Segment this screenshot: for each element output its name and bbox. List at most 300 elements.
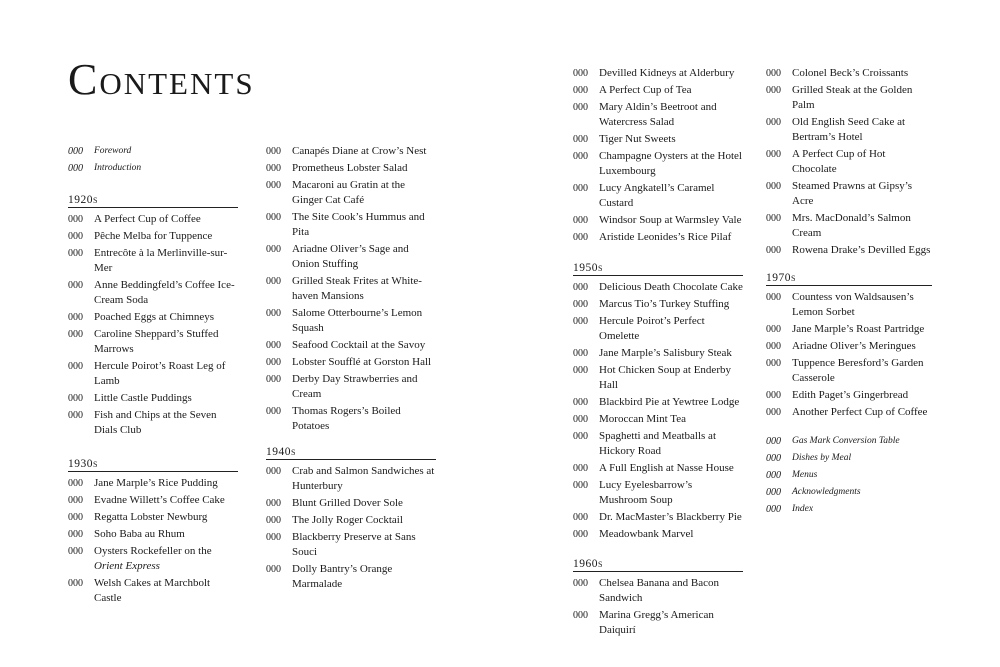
entry-title-text: Mary Aldin’s Beetroot and Watercress Salad bbox=[599, 101, 717, 128]
entry-title-text: Entrecôte à la Merlinville-sur-Mer bbox=[94, 247, 228, 274]
entry-title bbox=[599, 181, 743, 211]
section-heading-1950s: 1950s bbox=[573, 262, 743, 276]
entry-title-text: Ariadne Oliver’s Meringues bbox=[792, 340, 916, 352]
entry-title-text: Devilled Kidneys at Alderbury bbox=[599, 67, 735, 79]
entry-title bbox=[94, 212, 238, 227]
entry-title-text: Seafood Cocktail at the Savoy bbox=[292, 339, 426, 351]
page-number: 000 bbox=[573, 134, 588, 145]
page-number: 000 bbox=[68, 248, 83, 259]
toc-entry bbox=[573, 66, 743, 81]
entry-title bbox=[94, 359, 238, 389]
page-number: 000 bbox=[766, 85, 781, 96]
entry-title bbox=[94, 246, 238, 276]
toc-entry bbox=[68, 359, 238, 389]
entry-title bbox=[292, 274, 436, 304]
page-number: 000 bbox=[766, 390, 781, 401]
page-number: 000 bbox=[766, 407, 781, 418]
page-number: 000 bbox=[766, 504, 781, 515]
toc-entry bbox=[68, 229, 238, 244]
toc-entry bbox=[766, 405, 932, 420]
entry-title-text: Ariadne Oliver’s Sage and Onion Stuffing bbox=[292, 243, 409, 270]
toc-entry bbox=[766, 243, 932, 258]
entry-title bbox=[292, 306, 436, 336]
entry-title bbox=[599, 363, 743, 393]
entry-title-text: Derby Day Strawberries and Cream bbox=[292, 373, 418, 400]
page-number: 000 bbox=[766, 292, 781, 303]
entry-title-text: Evadne Willett’s Coffee Cake bbox=[94, 494, 225, 506]
page-number: 000 bbox=[68, 478, 83, 489]
entry-title bbox=[792, 322, 932, 337]
entry-title bbox=[792, 468, 932, 483]
entry-title bbox=[94, 544, 238, 574]
page-number: 000 bbox=[573, 348, 588, 359]
entry-title-text: Anne Beddingfeld’s Coffee Ice-Cream Soda bbox=[94, 279, 235, 306]
entry-title-text: Hot Chicken Soup at Enderby Hall bbox=[599, 364, 731, 391]
section-list-1940s bbox=[266, 464, 436, 592]
page-title: Contents bbox=[68, 55, 255, 104]
page-number: 000 bbox=[266, 276, 281, 287]
entry-title-text: Blunt Grilled Dover Sole bbox=[292, 497, 403, 509]
section-heading-1930s: 1930s bbox=[68, 458, 238, 472]
toc-entry bbox=[68, 510, 238, 525]
entry-title bbox=[599, 230, 743, 245]
toc-entry bbox=[766, 147, 932, 177]
entry-title-text: Dr. MacMaster’s Blackberry Pie bbox=[599, 511, 742, 523]
entry-title-text: Welsh Cakes at Marchbolt Castle bbox=[94, 577, 211, 604]
entry-title bbox=[599, 83, 743, 98]
page-number: 000 bbox=[68, 393, 83, 404]
entry-title-text: Thomas Rogers’s Boiled Potatoes bbox=[292, 405, 401, 432]
toc-entry bbox=[68, 246, 238, 276]
toc-entry bbox=[766, 502, 932, 517]
section-list-1940s-continued bbox=[573, 66, 743, 245]
entry-title-text: Jane Marple’s Rice Pudding bbox=[94, 477, 218, 489]
entry-title bbox=[599, 346, 743, 361]
toc-entry bbox=[573, 429, 743, 459]
page-number: 000 bbox=[766, 324, 781, 335]
entry-title bbox=[599, 280, 743, 295]
section-heading-1920s: 1920s bbox=[68, 194, 238, 208]
page-number: 000 bbox=[266, 244, 281, 255]
entry-title bbox=[792, 147, 932, 177]
page-number: 000 bbox=[766, 453, 781, 464]
entry-title-text: Caroline Sheppard’s Stuffed Marrows bbox=[94, 328, 219, 355]
entry-title bbox=[94, 278, 238, 308]
page-number: 000 bbox=[573, 365, 588, 376]
entry-title bbox=[599, 314, 743, 344]
entry-title bbox=[94, 408, 238, 438]
page-number: 000 bbox=[68, 312, 83, 323]
page-number: 000 bbox=[68, 410, 83, 421]
page-number: 000 bbox=[573, 529, 588, 540]
toc-entry bbox=[573, 280, 743, 295]
page-number: 000 bbox=[266, 180, 281, 191]
toc-entry bbox=[573, 412, 743, 427]
entry-title-text: Menus bbox=[792, 470, 818, 480]
entry-title-text: Index bbox=[792, 504, 814, 514]
page-number: 000 bbox=[766, 68, 781, 79]
toc-entry bbox=[266, 355, 436, 370]
toc-entry bbox=[68, 391, 238, 406]
section-list-1930s bbox=[68, 476, 238, 606]
entry-title bbox=[792, 434, 932, 449]
entry-title bbox=[94, 510, 238, 525]
entry-title-text: Marina Gregg’s American Daiquirí bbox=[599, 609, 714, 636]
entry-title-text: Hercule Poirot’s Roast Leg of Lamb bbox=[94, 360, 226, 387]
page-number: 000 bbox=[68, 546, 83, 557]
toc-entry bbox=[266, 496, 436, 511]
toc-entry bbox=[766, 290, 932, 320]
entry-title bbox=[792, 290, 932, 320]
page-number: 000 bbox=[266, 163, 281, 174]
entry-title bbox=[94, 161, 238, 176]
toc-entry bbox=[68, 544, 238, 574]
entry-title bbox=[599, 576, 743, 606]
entry-title bbox=[292, 161, 436, 176]
toc-entry bbox=[573, 149, 743, 179]
entry-title bbox=[792, 502, 932, 517]
toc-entry bbox=[68, 212, 238, 227]
page-number: 000 bbox=[68, 495, 83, 506]
entry-title bbox=[599, 478, 743, 508]
entry-title bbox=[792, 356, 932, 386]
toc-entry bbox=[573, 461, 743, 476]
toc-entry bbox=[766, 179, 932, 209]
page-number: 000 bbox=[68, 361, 83, 372]
toc-entry bbox=[573, 181, 743, 211]
entry-title bbox=[292, 372, 436, 402]
page-number: 000 bbox=[766, 470, 781, 481]
entry-title bbox=[599, 100, 743, 130]
entry-title-text: Countess von Waldsausen’s Lemon Sorbet bbox=[792, 291, 914, 318]
entry-title bbox=[792, 66, 932, 81]
toc-entry bbox=[266, 274, 436, 304]
toc-entry bbox=[573, 83, 743, 98]
toc-entry bbox=[68, 576, 238, 606]
entry-title bbox=[599, 429, 743, 459]
toc-entry bbox=[766, 322, 932, 337]
page-number: 000 bbox=[68, 231, 83, 242]
page-number: 000 bbox=[573, 431, 588, 442]
entry-title bbox=[599, 527, 743, 542]
section-list-1960s-continued bbox=[766, 66, 932, 258]
entry-title-text: Meadowbank Marvel bbox=[599, 528, 694, 540]
entry-title bbox=[94, 391, 238, 406]
page-number: 000 bbox=[766, 341, 781, 352]
section-heading-1960s: 1960s bbox=[573, 558, 743, 572]
page-number: 000 bbox=[573, 102, 588, 113]
page-number: 000 bbox=[766, 117, 781, 128]
entry-title bbox=[94, 229, 238, 244]
toc-entry bbox=[266, 372, 436, 402]
entry-title-text: Pêche Melba for Tuppence bbox=[94, 230, 213, 242]
toc-entry bbox=[573, 478, 743, 508]
page-number: 000 bbox=[68, 214, 83, 225]
toc-entry bbox=[266, 404, 436, 434]
toc-entry bbox=[573, 395, 743, 410]
toc-entry bbox=[573, 510, 743, 525]
page-number: 000 bbox=[68, 578, 83, 589]
toc-entry bbox=[573, 527, 743, 542]
entry-title bbox=[599, 66, 743, 81]
section-list-1960s bbox=[573, 576, 743, 638]
toc-entry bbox=[573, 363, 743, 393]
page-number: 000 bbox=[766, 245, 781, 256]
entry-title bbox=[292, 242, 436, 272]
toc-entry bbox=[266, 464, 436, 494]
section-heading-1970s: 1970s bbox=[766, 272, 932, 286]
toc-entry bbox=[573, 213, 743, 228]
toc-entry bbox=[573, 314, 743, 344]
entry-title-text: Dolly Bantry’s Orange Marmalade bbox=[292, 563, 393, 590]
entry-title-text: Macaroni au Gratin at the Ginger Cat Café bbox=[292, 179, 406, 206]
page-number: 000 bbox=[68, 512, 83, 523]
page-number: 000 bbox=[573, 282, 588, 293]
entry-title bbox=[599, 213, 743, 228]
entry-title bbox=[792, 83, 932, 113]
toc-entry bbox=[266, 242, 436, 272]
page-number: 000 bbox=[266, 498, 281, 509]
entry-title-text: Old English Seed Cake at Bertram’s Hotel bbox=[792, 116, 906, 143]
entry-title-text: Regatta Lobster Newburg bbox=[94, 511, 208, 523]
entry-title-text: Aristide Leonides’s Rice Pilaf bbox=[599, 231, 732, 243]
page-number: 000 bbox=[573, 480, 588, 491]
page-number: 000 bbox=[766, 487, 781, 498]
entry-title bbox=[599, 132, 743, 147]
toc-entry bbox=[68, 161, 238, 176]
page-number: 000 bbox=[573, 232, 588, 243]
entry-title-text: Little Castle Puddings bbox=[94, 392, 192, 404]
entry-title-text: Mrs. MacDonald’s Salmon Cream bbox=[792, 212, 911, 239]
toc-entry bbox=[68, 327, 238, 357]
entry-title bbox=[599, 510, 743, 525]
toc-entry bbox=[766, 388, 932, 403]
entry-title-text: A Perfect Cup of Coffee bbox=[94, 213, 201, 225]
entry-title bbox=[292, 210, 436, 240]
toc-entry bbox=[266, 210, 436, 240]
page-number: 000 bbox=[766, 213, 781, 224]
entry-title-text: Chelsea Banana and Bacon Sandwich bbox=[599, 577, 720, 604]
entry-title-text: Blackbird Pie at Yewtree Lodge bbox=[599, 396, 740, 408]
page-number: 000 bbox=[266, 357, 281, 368]
page-number: 000 bbox=[68, 146, 83, 157]
entry-title bbox=[792, 405, 932, 420]
toc-entry bbox=[766, 468, 932, 483]
page-number: 000 bbox=[573, 414, 588, 425]
entry-title-text: Moroccan Mint Tea bbox=[599, 413, 687, 425]
toc-entry bbox=[68, 278, 238, 308]
column-2 bbox=[266, 144, 436, 594]
column-4 bbox=[766, 66, 932, 519]
entry-title-text: Grilled Steak at the Golden Palm bbox=[792, 84, 913, 111]
entry-title-text: Tuppence Beresford’s Garden Casserole bbox=[792, 357, 924, 384]
entry-title-text: Lucy Angkatell’s Caramel Custard bbox=[599, 182, 715, 209]
toc-entry bbox=[766, 211, 932, 241]
entry-title bbox=[292, 404, 436, 434]
entry-title-text: Dishes by Meal bbox=[792, 453, 852, 463]
entry-title-text: The Site Cook’s Hummus and Pita bbox=[292, 211, 425, 238]
entry-title-text: Delicious Death Chocolate Cake bbox=[599, 281, 743, 293]
entry-title-text: A Perfect Cup of Tea bbox=[599, 84, 692, 96]
entry-title-text: Another Perfect Cup of Coffee bbox=[792, 406, 928, 418]
page-number: 000 bbox=[573, 512, 588, 523]
page-number: 000 bbox=[573, 316, 588, 327]
section-list-1930s-continued bbox=[266, 144, 436, 434]
page-number: 000 bbox=[266, 515, 281, 526]
entry-title bbox=[792, 243, 932, 258]
toc-entry bbox=[266, 513, 436, 528]
entry-title-text: Windsor Soup at Warmsley Vale bbox=[599, 214, 742, 226]
page-number: 000 bbox=[266, 146, 281, 157]
entry-title-text: Marcus Tio’s Turkey Stuffing bbox=[599, 298, 730, 310]
page-number: 000 bbox=[573, 215, 588, 226]
page-number: 000 bbox=[266, 212, 281, 223]
page-number: 000 bbox=[68, 529, 83, 540]
entry-title-text: Jane Marple’s Salisbury Steak bbox=[599, 347, 732, 359]
entry-title bbox=[792, 211, 932, 241]
toc-entry bbox=[573, 100, 743, 130]
entry-title-text: Tiger Nut Sweets bbox=[599, 133, 676, 145]
toc-entry bbox=[766, 485, 932, 500]
entry-title-text: Oysters Rockefeller on the bbox=[94, 545, 212, 557]
page-number: 000 bbox=[266, 466, 281, 477]
entry-title bbox=[599, 297, 743, 312]
toc-entry bbox=[766, 451, 932, 466]
entry-title-text: Canapés Diane at Crow’s Nest bbox=[292, 145, 427, 157]
page-number: 000 bbox=[766, 181, 781, 192]
toc-entry bbox=[266, 161, 436, 176]
entry-title-text: Gas Mark Conversion Table bbox=[792, 436, 900, 446]
page-number: 000 bbox=[573, 578, 588, 589]
entry-title bbox=[94, 327, 238, 357]
entry-title bbox=[292, 562, 436, 592]
page-number: 000 bbox=[573, 397, 588, 408]
page-number: 000 bbox=[573, 151, 588, 162]
page-number: 000 bbox=[573, 463, 588, 474]
entry-title bbox=[599, 412, 743, 427]
toc-entry bbox=[766, 115, 932, 145]
page-number: 000 bbox=[766, 149, 781, 160]
column-1 bbox=[68, 144, 238, 608]
entry-title bbox=[599, 149, 743, 179]
toc-entry bbox=[766, 339, 932, 354]
toc-entry bbox=[573, 297, 743, 312]
page-number: 000 bbox=[573, 299, 588, 310]
toc-entry bbox=[68, 310, 238, 325]
toc-entry bbox=[68, 144, 238, 159]
entry-title-text: Lobster Soufflé at Gorston Hall bbox=[292, 356, 432, 368]
toc-entry bbox=[573, 346, 743, 361]
entry-title bbox=[292, 338, 436, 353]
page-number: 000 bbox=[68, 280, 83, 291]
toc-entry bbox=[266, 338, 436, 353]
section-list-1920s bbox=[68, 212, 238, 438]
entry-title bbox=[792, 451, 932, 466]
entry-title-text: Acknowledgments bbox=[792, 487, 861, 497]
page-number: 000 bbox=[573, 183, 588, 194]
entry-title-text: Soho Baba au Rhum bbox=[94, 528, 185, 540]
column-3 bbox=[573, 66, 743, 640]
entry-title bbox=[599, 608, 743, 638]
entry-title-text: Blackberry Preserve at Sans Souci bbox=[292, 531, 416, 558]
entry-title-text: The Jolly Roger Cocktail bbox=[292, 514, 403, 526]
back-matter-list bbox=[766, 434, 932, 517]
page-number: 000 bbox=[266, 374, 281, 385]
toc-entry bbox=[68, 493, 238, 508]
entry-title-text: Colonel Beck’s Croissants bbox=[792, 67, 909, 79]
entry-title-text: A Full English at Nasse House bbox=[599, 462, 734, 474]
entry-title-text: Spaghetti and Meatballs at Hickory Road bbox=[599, 430, 716, 457]
entry-title bbox=[94, 527, 238, 542]
entry-title-text: Foreword bbox=[94, 146, 132, 156]
entry-title bbox=[792, 115, 932, 145]
section-list-1950s bbox=[573, 280, 743, 542]
toc-entry bbox=[766, 434, 932, 449]
entry-title bbox=[292, 144, 436, 159]
toc-entry bbox=[68, 476, 238, 491]
entry-title-text: Prometheus Lobster Salad bbox=[292, 162, 408, 174]
entry-title bbox=[94, 144, 238, 159]
toc-entry bbox=[766, 356, 932, 386]
page-number: 000 bbox=[766, 358, 781, 369]
entry-title-text: Crab and Salmon Sandwiches at Hunterbury bbox=[292, 465, 435, 492]
entry-title bbox=[792, 339, 932, 354]
entry-title bbox=[292, 464, 436, 494]
page-number: 000 bbox=[68, 329, 83, 340]
toc-entry bbox=[266, 306, 436, 336]
toc-entry bbox=[266, 562, 436, 592]
page-number: 000 bbox=[573, 610, 588, 621]
page-number: 000 bbox=[266, 564, 281, 575]
toc-entry bbox=[266, 144, 436, 159]
page-number: 000 bbox=[266, 308, 281, 319]
entry-title bbox=[792, 485, 932, 500]
toc-entry bbox=[573, 132, 743, 147]
toc-entry bbox=[68, 408, 238, 438]
entry-title bbox=[292, 496, 436, 511]
entry-title bbox=[292, 530, 436, 560]
entry-title bbox=[292, 355, 436, 370]
toc-entry bbox=[573, 608, 743, 638]
entry-title-text: Rowena Drake’s Devilled Eggs bbox=[792, 244, 931, 256]
page-number: 000 bbox=[266, 340, 281, 351]
page-number: 000 bbox=[766, 436, 781, 447]
page-number: 000 bbox=[68, 163, 83, 174]
entry-title-text: A Perfect Cup of Hot Chocolate bbox=[792, 148, 886, 175]
entry-title bbox=[292, 513, 436, 528]
toc-entry bbox=[766, 66, 932, 81]
toc-entry bbox=[573, 576, 743, 606]
entry-title-text: Edith Paget’s Gingerbread bbox=[792, 389, 909, 401]
entry-title bbox=[792, 179, 932, 209]
entry-title-text: Fish and Chips at the Seven Dials Club bbox=[94, 409, 217, 436]
toc-entry bbox=[266, 530, 436, 560]
toc-entry bbox=[266, 178, 436, 208]
entry-title-text: Poached Eggs at Chimneys bbox=[94, 311, 215, 323]
entry-title-text: Grilled Steak Frites at White-haven Mansions bbox=[292, 275, 422, 302]
entry-title-text: Jane Marple’s Roast Partridge bbox=[792, 323, 925, 335]
page-number: 000 bbox=[266, 532, 281, 543]
toc-entry bbox=[573, 230, 743, 245]
entry-title bbox=[94, 476, 238, 491]
entry-title bbox=[599, 461, 743, 476]
entry-title bbox=[292, 178, 436, 208]
entry-title bbox=[94, 493, 238, 508]
entry-title bbox=[94, 576, 238, 606]
toc-entry bbox=[766, 83, 932, 113]
page-number: 000 bbox=[573, 68, 588, 79]
entry-title-text: Salome Otterbourne’s Lemon Squash bbox=[292, 307, 423, 334]
